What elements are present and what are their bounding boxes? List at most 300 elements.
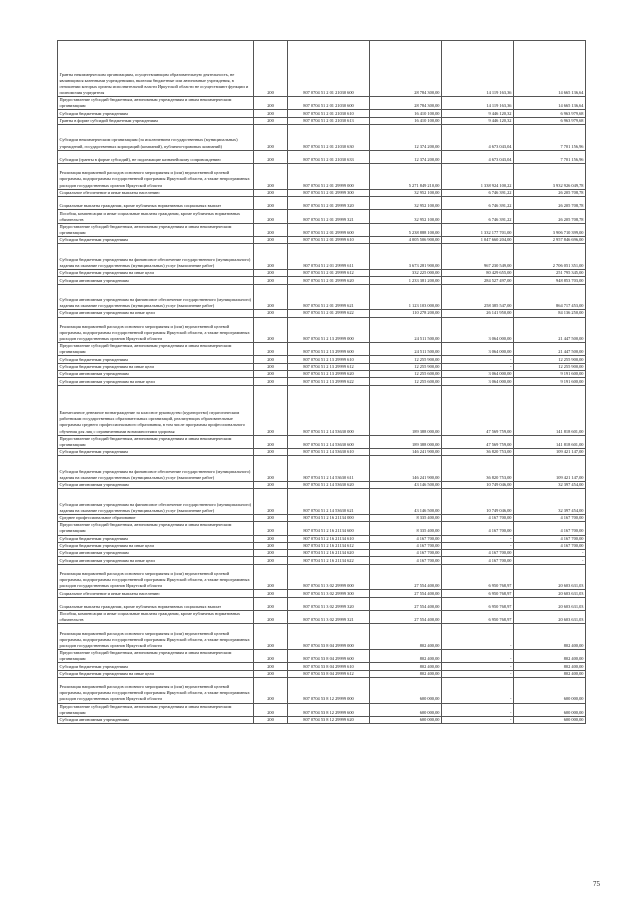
row-budget-classification-code: 807 0704 51 2 14 53630 611 [288, 456, 370, 482]
row-unexecuted-amount: 251 795 345,00 [514, 270, 586, 277]
row-approved-amount: 12 374 200,00 [370, 150, 442, 163]
row-unexecuted-amount: 141 818 601,00 [514, 435, 586, 448]
row-approved-amount: 189 388 000,00 [370, 435, 442, 448]
row-description: Субсидии бюджетным учреждениям [58, 110, 254, 117]
row-executed-amount: 6 950 768,97 [442, 564, 514, 590]
row-budget-classification-code: 807 0704 51 2 01 21030 630 [288, 125, 370, 151]
table-row [58, 703, 586, 716]
table-row [58, 590, 586, 597]
row-budget-classification-code: 807 0704 51 2 01 29999 321 [288, 210, 370, 223]
row-unexecuted-amount: 14 665 136,64 [514, 41, 586, 97]
row-executed-amount: 4 167 700,00 [442, 550, 514, 557]
row-description: Социальные выплаты гражданам, кроме публичных нормативных социальных выплат [58, 196, 254, 209]
row-description: Субсидии автономным учреждениям [58, 371, 254, 378]
table-row [58, 624, 586, 650]
row-description: Субсидии бюджетным учреждениям на иные цели [58, 670, 254, 677]
row-line-code: 200 [254, 378, 288, 385]
row-budget-classification-code: 807 0704 51 2 16 21134 610 [288, 535, 370, 542]
row-line-code: 200 [254, 223, 288, 236]
row-executed-amount: 36 820 753,00 [442, 456, 514, 482]
table-row [58, 597, 586, 610]
row-description: Предоставление субсидий бюджетным, автономным учреждениям и иным некоммерческим организациям [58, 703, 254, 716]
row-approved-amount: 8 335 400,00 [370, 514, 442, 521]
table-row [58, 522, 586, 535]
row-executed-amount: - [442, 363, 514, 370]
row-executed-amount: 9 446 120,32 [442, 110, 514, 117]
row-executed-amount: 967 230 549,00 [442, 244, 514, 270]
row-budget-classification-code: 807 0704 51 2 01 29999 610 [288, 237, 370, 244]
row-budget-classification-code: 807 0704 51 2 01 29999 320 [288, 196, 370, 209]
table-row [58, 611, 586, 624]
row-budget-classification-code: 807 0704 51 2 14 53630 600 [288, 435, 370, 448]
row-unexecuted-amount: 2 706 051 351,00 [514, 244, 586, 270]
row-line-code: 200 [254, 97, 288, 110]
row-executed-amount: - [442, 624, 514, 650]
row-budget-classification-code: 807 0704 51 2 16 21134 622 [288, 557, 370, 564]
row-executed-amount: - [442, 535, 514, 542]
row-line-code: 200 [254, 535, 288, 542]
row-budget-classification-code: 807 0704 51 3 02 29999 000 [288, 564, 370, 590]
row-executed-amount: 47 569 759,00 [442, 385, 514, 435]
row-description: Среднее профессиональное образование [58, 514, 254, 521]
row-unexecuted-amount: 802 400,00 [514, 649, 586, 662]
row-budget-classification-code: 807 0704 53 8 04 29999 610 [288, 663, 370, 670]
row-unexecuted-amount: 20 603 631,03 [514, 611, 586, 624]
row-description: Гранты в форме субсидий бюджетным учреждениям [58, 117, 254, 124]
row-description: Субсидии автономным учреждениям на иные цели [58, 310, 254, 317]
row-budget-classification-code: 807 0704 51 2 13 29999 000 [288, 317, 370, 343]
row-line-code: 200 [254, 310, 288, 317]
row-description: Предоставление субсидий бюджетным, автономным учреждениям и иным некоммерческим организациям [58, 343, 254, 356]
row-executed-amount: - [442, 542, 514, 549]
row-approved-amount: 5 238 888 100,00 [370, 223, 442, 236]
row-budget-classification-code: 807 0704 51 2 14 53630 621 [288, 489, 370, 515]
row-line-code: 200 [254, 611, 288, 624]
row-executed-amount: 3 064 000,00 [442, 317, 514, 343]
table-row [58, 356, 586, 363]
row-unexecuted-amount: 26 205 708,78 [514, 196, 586, 209]
row-unexecuted-amount: 4 167 700,00 [514, 542, 586, 549]
row-line-code: 200 [254, 670, 288, 677]
row-executed-amount: 14 119 163,36 [442, 97, 514, 110]
row-unexecuted-amount: 4 167 700,00 [514, 514, 586, 521]
table-row [58, 378, 586, 385]
row-executed-amount: 47 569 759,00 [442, 435, 514, 448]
row-description: Субсидии бюджетным учреждениям на иные цели [58, 270, 254, 277]
table-row [58, 535, 586, 542]
table-row [58, 210, 586, 223]
row-executed-amount: 4 167 700,00 [442, 557, 514, 564]
row-unexecuted-amount: 802 400,00 [514, 624, 586, 650]
row-budget-classification-code: 807 0704 51 2 14 53630 610 [288, 449, 370, 456]
row-description: Предоставление субсидий бюджетным, автономным учреждениям и иным некоммерческим организациям [58, 97, 254, 110]
row-description: Субсидии автономным учреждениям [58, 277, 254, 284]
row-unexecuted-amount: 20 603 631,03 [514, 590, 586, 597]
row-unexecuted-amount: 864 717 453,00 [514, 284, 586, 310]
table-row [58, 363, 586, 370]
row-approved-amount: 1 123 103 000,00 [370, 284, 442, 310]
row-executed-amount: 6 746 391,22 [442, 189, 514, 196]
row-executed-amount: 4 167 700,00 [442, 514, 514, 521]
row-approved-amount: 12 255 900,00 [370, 356, 442, 363]
row-description: Субсидии автономным учреждениям на финансовое обеспечение государственного (муниципального) задания на оказание государственных (муниципальных) услуг (выполнение работ) [58, 489, 254, 515]
table-row [58, 150, 586, 163]
row-unexecuted-amount: 802 400,00 [514, 663, 586, 670]
row-executed-amount: 6 746 391,22 [442, 210, 514, 223]
table-row [58, 663, 586, 670]
table-row [58, 343, 586, 356]
row-approved-amount: 8 335 400,00 [370, 522, 442, 535]
row-executed-amount: - [442, 716, 514, 723]
table-row [58, 716, 586, 723]
row-approved-amount: 3 673 281 900,00 [370, 244, 442, 270]
row-executed-amount: - [442, 356, 514, 363]
row-unexecuted-amount: 26 205 708,78 [514, 189, 586, 196]
row-description: Реализация направлений расходов основного мероприятия и (или) ведомственной целевой программы, подпрограммы государственной программы Иркутской области, а также непрограммных расходов государственных органов Иркутской области [58, 624, 254, 650]
row-description: Субсидии бюджетным учреждениям [58, 237, 254, 244]
row-description: Ежемесячное денежное вознаграждение за классное руководство (кураторство) педагогическим работникам государственных образовательных организаций, реализующих образовательные программы среднего профессионального образования, в том числе программы профессионального обучения для лиц с ограниченными возможностями здоровья [58, 385, 254, 435]
row-executed-amount: 3 064 000,00 [442, 371, 514, 378]
row-executed-amount: 1 338 924 100,22 [442, 164, 514, 190]
table-row [58, 284, 586, 310]
row-approved-amount: 32 952 100,00 [370, 189, 442, 196]
row-description: Социальные выплаты гражданам, кроме публичных нормативных социальных выплат [58, 597, 254, 610]
row-executed-amount: 1 332 177 701,00 [442, 223, 514, 236]
row-line-code: 200 [254, 557, 288, 564]
row-approved-amount: 5 271 849 210,00 [370, 164, 442, 190]
row-approved-amount: 4 167 700,00 [370, 535, 442, 542]
row-approved-amount: 27 554 400,00 [370, 564, 442, 590]
row-approved-amount: 1 233 381 200,00 [370, 277, 442, 284]
row-description: Субсидии бюджетным учреждениям на иные цели [58, 542, 254, 549]
row-line-code: 200 [254, 624, 288, 650]
row-description: Предоставление субсидий бюджетным, автономным учреждениям и иным некоммерческим организациям [58, 435, 254, 448]
row-description: Предоставление субсидий бюджетным, автономным учреждениям и иным некоммерческим организациям [58, 649, 254, 662]
row-executed-amount: 9 446 120,32 [442, 117, 514, 124]
row-unexecuted-amount: 4 167 700,00 [514, 522, 586, 535]
row-executed-amount: - [442, 670, 514, 677]
row-budget-classification-code: 807 0704 51 2 16 21134 620 [288, 550, 370, 557]
row-unexecuted-amount: 6 963 979,68 [514, 117, 586, 124]
row-approved-amount: 146 241 900,00 [370, 449, 442, 456]
table-row [58, 456, 586, 482]
row-budget-classification-code: 807 0704 51 2 01 21030 633 [288, 150, 370, 163]
row-unexecuted-amount: 7 701 156,96 [514, 125, 586, 151]
row-executed-amount: 3 064 000,00 [442, 343, 514, 356]
row-approved-amount: 802 400,00 [370, 624, 442, 650]
row-unexecuted-amount: 84 136 250,00 [514, 310, 586, 317]
row-unexecuted-amount: - [514, 550, 586, 557]
row-executed-amount: 26 141 950,00 [442, 310, 514, 317]
row-unexecuted-amount: 7 701 156,96 [514, 150, 586, 163]
table-row [58, 196, 586, 209]
row-approved-amount: 43 146 500,00 [370, 489, 442, 515]
row-budget-classification-code: 807 0704 51 2 01 29999 622 [288, 310, 370, 317]
row-unexecuted-amount: 32 397 454,00 [514, 481, 586, 488]
table-row [58, 649, 586, 662]
row-executed-amount: 6 950 768,97 [442, 611, 514, 624]
row-budget-classification-code: 807 0704 53 8 04 29999 000 [288, 624, 370, 650]
row-executed-amount: 3 064 000,00 [442, 378, 514, 385]
row-line-code: 200 [254, 363, 288, 370]
row-executed-amount: 80 429 655,00 [442, 270, 514, 277]
row-budget-classification-code: 807 0704 51 2 13 29999 612 [288, 363, 370, 370]
row-budget-classification-code: 807 0704 51 2 16 21134 612 [288, 542, 370, 549]
row-approved-amount: 32 952 100,00 [370, 196, 442, 209]
row-approved-amount: 332 225 000,00 [370, 270, 442, 277]
row-line-code: 200 [254, 277, 288, 284]
row-description: Пособия, компенсации и иные социальные выплаты гражданам, кроме публичных нормативных обязательств [58, 611, 254, 624]
table-row [58, 514, 586, 521]
row-unexecuted-amount: 12 255 900,00 [514, 363, 586, 370]
row-line-code: 200 [254, 456, 288, 482]
row-unexecuted-amount: 600 000,00 [514, 716, 586, 723]
row-unexecuted-amount: 21 447 500,00 [514, 317, 586, 343]
row-budget-classification-code: 807 0704 51 3 02 29999 300 [288, 590, 370, 597]
row-approved-amount: 600 000,00 [370, 677, 442, 703]
table-row [58, 189, 586, 196]
row-budget-classification-code: 807 0704 51 2 13 29999 600 [288, 343, 370, 356]
row-unexecuted-amount: 26 205 708,78 [514, 210, 586, 223]
row-approved-amount: 4 167 700,00 [370, 550, 442, 557]
row-unexecuted-amount: 600 000,00 [514, 677, 586, 703]
table-row [58, 277, 586, 284]
row-unexecuted-amount: 2 957 846 696,00 [514, 237, 586, 244]
row-unexecuted-amount: 12 255 900,00 [514, 356, 586, 363]
row-budget-classification-code: 807 0704 53 8 12 29999 600 [288, 703, 370, 716]
row-executed-amount: 14 119 163,36 [442, 41, 514, 97]
row-budget-classification-code: 807 0704 51 2 01 21030 613 [288, 117, 370, 124]
row-budget-classification-code: 807 0704 51 2 01 29999 612 [288, 270, 370, 277]
row-line-code: 200 [254, 481, 288, 488]
row-budget-classification-code: 807 0704 51 2 01 29999 611 [288, 244, 370, 270]
row-executed-amount: 36 820 753,00 [442, 449, 514, 456]
row-approved-amount: 802 400,00 [370, 663, 442, 670]
budget-expenditure-table [57, 40, 586, 724]
row-executed-amount: 6 950 768,97 [442, 597, 514, 610]
row-unexecuted-amount: 20 603 631,03 [514, 597, 586, 610]
row-budget-classification-code: 807 0704 53 8 04 29999 612 [288, 670, 370, 677]
row-budget-classification-code: 807 0704 51 2 01 21030 600 [288, 41, 370, 97]
row-description: Субсидии некоммерческим организациям (за исключением государственных (муниципальных) учреждений, государственных корпораций (компаний), публично-правовых компаний) [58, 125, 254, 151]
row-description: Субсидии автономным учреждениям на финансовое обеспечение государственного (муниципального) задания на оказание государственных (муниципальных) услуг (выполнение работ) [58, 284, 254, 310]
row-description: Субсидии бюджетным учреждениям на иные цели [58, 363, 254, 370]
row-approved-amount: 27 554 400,00 [370, 590, 442, 597]
row-approved-amount: 27 554 400,00 [370, 597, 442, 610]
row-approved-amount: 43 146 500,00 [370, 481, 442, 488]
row-budget-classification-code: 807 0704 51 2 16 21134 000 [288, 514, 370, 521]
row-description: Субсидии автономным учреждениям [58, 550, 254, 557]
row-line-code: 200 [254, 244, 288, 270]
row-line-code: 200 [254, 649, 288, 662]
table-row [58, 244, 586, 270]
table-row [58, 223, 586, 236]
row-approved-amount: 12 255 600,00 [370, 371, 442, 378]
row-description: Субсидии бюджетным учреждениям на финансовое обеспечение государственного (муниципального) задания на оказание государственных (муниципальных) услуг (выполнение работ) [58, 456, 254, 482]
row-executed-amount: 6 746 391,22 [442, 196, 514, 209]
row-description: Предоставление субсидий бюджетным, автономным учреждениям и иным некоммерческим организациям [58, 522, 254, 535]
row-unexecuted-amount: 3 906 710 399,00 [514, 223, 586, 236]
table-row [58, 557, 586, 564]
row-description: Предоставление субсидий бюджетным, автономным учреждениям и иным некоммерческим организациям [58, 223, 254, 236]
row-executed-amount: 1 047 660 204,00 [442, 237, 514, 244]
table-row [58, 449, 586, 456]
row-line-code: 200 [254, 164, 288, 190]
table-row [58, 310, 586, 317]
row-line-code: 200 [254, 590, 288, 597]
row-description: Субсидии автономным учреждениям [58, 481, 254, 488]
row-executed-amount: 10 749 046,00 [442, 481, 514, 488]
row-unexecuted-amount: 9 191 600,00 [514, 371, 586, 378]
page-number: 75 [593, 880, 600, 888]
row-executed-amount: 4 673 043,04 [442, 125, 514, 151]
row-budget-classification-code: 807 0704 53 8 12 29999 620 [288, 716, 370, 723]
row-description: Субсидии автономным учреждениям на иные цели [58, 557, 254, 564]
table-row [58, 110, 586, 117]
row-executed-amount: 4 167 700,00 [442, 522, 514, 535]
row-executed-amount: - [442, 703, 514, 716]
row-unexecuted-amount: 802 400,00 [514, 670, 586, 677]
row-description: Субсидии бюджетным учреждениям [58, 535, 254, 542]
table-row [58, 237, 586, 244]
row-line-code: 200 [254, 716, 288, 723]
row-line-code: 200 [254, 110, 288, 117]
row-line-code: 200 [254, 196, 288, 209]
table-row [58, 670, 586, 677]
row-budget-classification-code: 807 0704 51 2 13 29999 610 [288, 356, 370, 363]
row-description: Субсидии бюджетным учреждениям на финансовое обеспечение государственного (муниципального) задания на оказание государственных (муниципальных) услуг (выполнение работ) [58, 244, 254, 270]
table-row [58, 117, 586, 124]
row-executed-amount: 284 527 497,00 [442, 277, 514, 284]
row-line-code: 200 [254, 189, 288, 196]
row-budget-classification-code: 807 0704 51 2 01 29999 000 [288, 164, 370, 190]
row-unexecuted-amount: 109 421 147,00 [514, 456, 586, 482]
row-executed-amount: 258 385 547,00 [442, 284, 514, 310]
row-budget-classification-code: 807 0704 53 8 12 29999 000 [288, 677, 370, 703]
row-approved-amount: 12 255 900,00 [370, 363, 442, 370]
row-executed-amount: - [442, 663, 514, 670]
table-row [58, 542, 586, 549]
row-approved-amount: 600 000,00 [370, 703, 442, 716]
row-line-code: 200 [254, 542, 288, 549]
row-executed-amount: 6 950 768,97 [442, 590, 514, 597]
table-row [58, 164, 586, 190]
row-unexecuted-amount: 9 191 600,00 [514, 378, 586, 385]
row-unexecuted-amount: 600 000,00 [514, 703, 586, 716]
row-line-code: 200 [254, 489, 288, 515]
table-row [58, 41, 586, 97]
row-approved-amount: 802 400,00 [370, 649, 442, 662]
row-line-code: 200 [254, 125, 288, 151]
row-approved-amount: 189 388 000,00 [370, 385, 442, 435]
row-approved-amount: 27 554 400,00 [370, 611, 442, 624]
table-row [58, 435, 586, 448]
row-line-code: 200 [254, 435, 288, 448]
row-line-code: 200 [254, 677, 288, 703]
row-budget-classification-code: 807 0704 51 2 13 29999 620 [288, 371, 370, 378]
row-line-code: 200 [254, 317, 288, 343]
row-description: Субсидии автономным учреждениям [58, 716, 254, 723]
row-line-code: 200 [254, 550, 288, 557]
row-approved-amount: 32 952 100,00 [370, 210, 442, 223]
table-row [58, 489, 586, 515]
row-unexecuted-amount: 20 603 631,03 [514, 564, 586, 590]
row-description: Субсидии автономным учреждениям на иные цели [58, 378, 254, 385]
row-budget-classification-code: 807 0704 53 8 04 29999 600 [288, 649, 370, 662]
row-approved-amount: 146 241 900,00 [370, 456, 442, 482]
row-approved-amount: 4 167 700,00 [370, 557, 442, 564]
table-row [58, 677, 586, 703]
row-description: Реализация направлений расходов основного мероприятия и (или) ведомственной целевой программы, подпрограммы государственной программы Иркутской области, а также непрограммных расходов государственных органов Иркутской области [58, 677, 254, 703]
row-unexecuted-amount: 109 421 147,00 [514, 449, 586, 456]
row-line-code: 200 [254, 371, 288, 378]
row-approved-amount: 4 005 506 900,00 [370, 237, 442, 244]
row-description: Субсидии бюджетным учреждениям [58, 356, 254, 363]
row-line-code: 200 [254, 564, 288, 590]
row-approved-amount: 28 784 300,00 [370, 41, 442, 97]
row-budget-classification-code: 807 0704 51 2 01 29999 300 [288, 189, 370, 196]
row-description: Реализация направлений расходов основного мероприятия и (или) ведомственной целевой программы, подпрограммы государственной программы Иркутской области, а также непрограммных расходов государственных органов Иркутской области [58, 564, 254, 590]
row-approved-amount: 28 784 300,00 [370, 97, 442, 110]
row-description: Реализация направлений расходов основного мероприятия и (или) ведомственной целевой программы, подпрограммы государственной программы Иркутской области, а также непрограммных расходов государственных органов Иркутской области [58, 164, 254, 190]
row-approved-amount: 16 410 100,00 [370, 117, 442, 124]
row-line-code: 200 [254, 703, 288, 716]
row-line-code: 200 [254, 270, 288, 277]
row-line-code: 200 [254, 522, 288, 535]
row-description: Реализация направлений расходов основного мероприятия и (или) ведомственной целевой программы, подпрограммы государственной программы Иркутской области, а также непрограммных расходов государственных органов Иркутской области [58, 317, 254, 343]
row-line-code: 200 [254, 150, 288, 163]
row-line-code: 200 [254, 385, 288, 435]
row-unexecuted-amount: 21 447 500,00 [514, 343, 586, 356]
row-line-code: 200 [254, 210, 288, 223]
row-line-code: 200 [254, 514, 288, 521]
row-budget-classification-code: 807 0704 51 2 01 29999 621 [288, 284, 370, 310]
row-unexecuted-amount: 4 167 700,00 [514, 535, 586, 542]
table-row [58, 481, 586, 488]
table-body [58, 41, 586, 724]
row-description: Социальное обеспечение и иные выплаты населению [58, 189, 254, 196]
row-unexecuted-amount: 141 818 601,00 [514, 385, 586, 435]
row-executed-amount: - [442, 649, 514, 662]
row-unexecuted-amount: 14 665 136,64 [514, 97, 586, 110]
row-approved-amount: 12 255 600,00 [370, 378, 442, 385]
table-row [58, 97, 586, 110]
row-line-code: 200 [254, 597, 288, 610]
row-unexecuted-amount: - [514, 557, 586, 564]
row-executed-amount: 10 749 046,00 [442, 489, 514, 515]
row-budget-classification-code: 807 0704 51 2 01 21030 610 [288, 110, 370, 117]
row-description: Пособия, компенсации и иные социальные выплаты гражданам, кроме публичных нормативных обязательств [58, 210, 254, 223]
row-unexecuted-amount: 948 853 703,00 [514, 277, 586, 284]
row-budget-classification-code: 807 0704 51 2 01 29999 600 [288, 223, 370, 236]
row-budget-classification-code: 807 0704 51 2 01 21030 600 [288, 97, 370, 110]
table-row [58, 270, 586, 277]
row-approved-amount: 4 167 700,00 [370, 542, 442, 549]
row-executed-amount: 4 673 043,04 [442, 150, 514, 163]
row-description: Субсидии бюджетным учреждениям [58, 449, 254, 456]
row-budget-classification-code: 807 0704 51 2 14 53630 620 [288, 481, 370, 488]
row-line-code: 200 [254, 663, 288, 670]
row-description: Субсидии (гранты в форме субсидий), не подлежащие казначейскому сопровождению [58, 150, 254, 163]
row-line-code: 200 [254, 284, 288, 310]
row-unexecuted-amount: 3 932 926 049,78 [514, 164, 586, 190]
row-line-code: 200 [254, 343, 288, 356]
row-line-code: 200 [254, 449, 288, 456]
budget-report-sheet [57, 40, 585, 724]
row-approved-amount: 12 374 200,00 [370, 125, 442, 151]
row-approved-amount: 110 278 200,00 [370, 310, 442, 317]
row-description: Социальное обеспечение и иные выплаты населению [58, 590, 254, 597]
